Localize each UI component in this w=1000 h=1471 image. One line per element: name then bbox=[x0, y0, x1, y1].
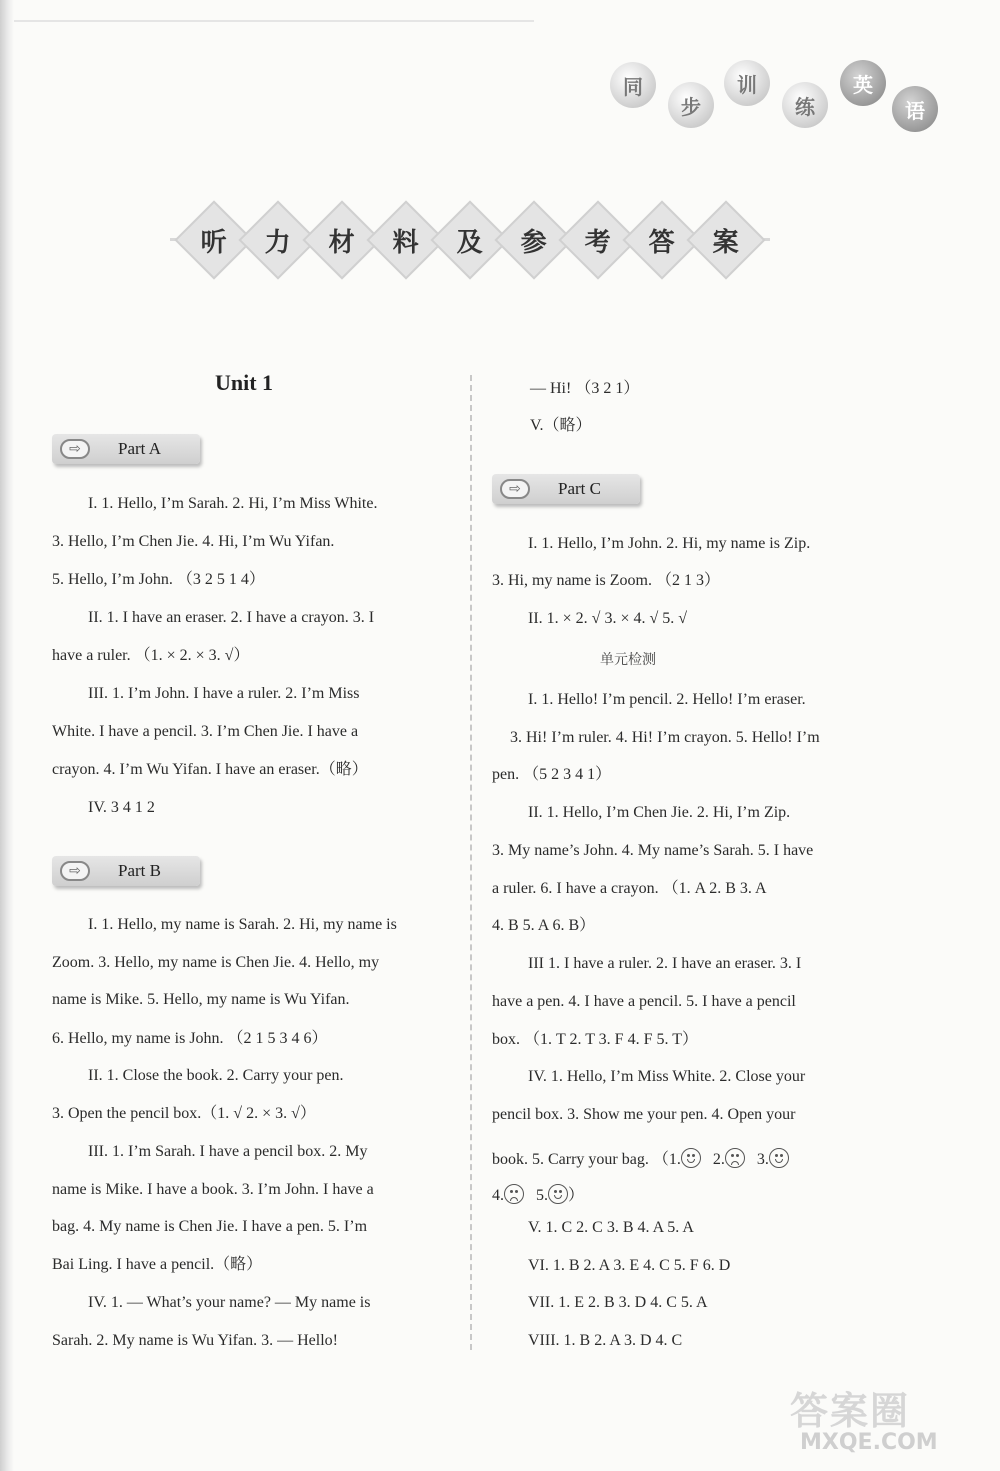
watermark-logo: 答案圈 bbox=[790, 1389, 911, 1433]
answer-line: III. 1. I’m Sarah. I have a pencil box. 2. My bbox=[88, 1143, 368, 1160]
answer-line: II. 1. Close the book. 2. Carry your pen. bbox=[88, 1067, 344, 1084]
watermark-url: MXQE.COM bbox=[800, 1430, 938, 1455]
answer-line: II. 1. I have an eraser. 2. I have a crayon. 3. I bbox=[88, 609, 375, 626]
series-char: 步 bbox=[668, 82, 714, 128]
series-char: 训 bbox=[724, 60, 770, 106]
banner-char: 参 bbox=[494, 200, 573, 279]
answer-line: I. 1. Hello, my name is Sarah. 2. Hi, my name is bbox=[88, 916, 397, 933]
sad-face-icon bbox=[725, 1148, 745, 1168]
answer-line: have a pen. 4. I have a pencil. 5. I have a pencil bbox=[492, 993, 796, 1010]
banner-char: 材 bbox=[302, 200, 381, 279]
sad-face-icon bbox=[504, 1184, 524, 1204]
answer-line: 3. My name’s John. 4. My name’s Sarah. 5. I have bbox=[492, 842, 814, 859]
happy-face-icon bbox=[548, 1184, 568, 1204]
series-char: 英 bbox=[840, 60, 886, 106]
answer-line: crayon. 4. I’m Wu Yifan. I have an eraser.（略） bbox=[52, 761, 368, 778]
banner-char: 及 bbox=[430, 200, 509, 279]
answer-line: 3. Hi, my name is Zoom. （2 1 3） bbox=[492, 572, 720, 589]
answer-line: 3. Open the pencil box.（1. √ 2. × 3. √） bbox=[52, 1105, 316, 1122]
answer-line: I. 1. Hello, I’m John. 2. Hi, my name is Zip. bbox=[528, 535, 811, 552]
answer-line: name is Mike. 5. Hello, my name is Wu Yifan. bbox=[52, 991, 350, 1008]
banner-char: 案 bbox=[686, 200, 765, 279]
answer-line: 6. Hello, my name is John. （2 1 5 3 4 6） bbox=[52, 1030, 328, 1047]
banner-char: 力 bbox=[238, 200, 317, 279]
answer-line: II. 1. Hello, I’m Chen Jie. 2. Hi, I’m Zip. bbox=[528, 804, 791, 821]
answer-line: pencil box. 3. Show me your pen. 4. Open your bbox=[492, 1106, 796, 1123]
answer-line: White. I have a pencil. 3. I’m Chen Jie. I have a bbox=[52, 723, 359, 740]
arrow-icon: ⇨ bbox=[500, 479, 530, 499]
answer-line: 5. Hello, I’m John. （3 2 5 1 4） bbox=[52, 571, 265, 588]
answer-line: II. 1. × 2. √ 3. × 4. √ 5. √ bbox=[528, 610, 688, 627]
answer-line: I. 1. Hello! I’m pencil. 2. Hello! I’m eraser. bbox=[528, 691, 806, 708]
answer-line: box. （1. T 2. T 3. F 4. F 5. T） bbox=[492, 1031, 698, 1048]
answer-line: name is Mike. I have a book. 3. I’m John. I have a bbox=[52, 1181, 374, 1198]
banner-char: 答 bbox=[622, 200, 701, 279]
section-banner bbox=[170, 205, 770, 275]
arrow-icon: ⇨ bbox=[60, 861, 90, 881]
part-a-label: ⇨ Part A bbox=[52, 434, 200, 464]
answer-line: VI. 1. B 2. A 3. E 4. C 5. F 6. D bbox=[528, 1257, 731, 1274]
answer-line: bag. 4. My name is Chen Jie. I have a pen. 5. I’m bbox=[52, 1218, 368, 1235]
unit-title: Unit 1 bbox=[215, 370, 274, 395]
arrow-icon: ⇨ bbox=[60, 439, 90, 459]
answer-line: Sarah. 2. My name is Wu Yifan. 3. — Hello! bbox=[52, 1332, 338, 1349]
answer-line: IV. 1. — What’s your name? — My name is bbox=[88, 1294, 371, 1311]
answer-line: IV. 1. Hello, I’m Miss White. 2. Close your bbox=[528, 1068, 806, 1085]
answer-line: 4. B 5. A 6. B） bbox=[492, 917, 596, 934]
answer-line: have a ruler. （1. × 2. × 3. √） bbox=[52, 647, 250, 664]
unit-test-heading: 单元检测 bbox=[600, 652, 656, 668]
page-edge bbox=[0, 0, 14, 1471]
answer-line: VIII. 1. B 2. A 3. D 4. C bbox=[528, 1332, 683, 1349]
part-b-label: ⇨ Part B bbox=[52, 856, 200, 886]
answer-line: VII. 1. E 2. B 3. D 4. C 5. A bbox=[528, 1294, 708, 1311]
answer-line: III 1. I have a ruler. 2. I have an eraser. 3. I bbox=[528, 955, 802, 972]
series-badge bbox=[600, 60, 980, 150]
answer-line: — Hi! （3 2 1） bbox=[530, 380, 640, 397]
series-char: 同 bbox=[610, 62, 656, 108]
answer-line: IV. 3 4 1 2 bbox=[88, 799, 155, 816]
answer-line: Zoom. 3. Hello, my name is Chen Jie. 4. Hello, my bbox=[52, 954, 380, 971]
answer-line: III. 1. I’m John. I have a ruler. 2. I’m Miss bbox=[88, 685, 360, 702]
banner-char: 考 bbox=[558, 200, 637, 279]
banner-char: 料 bbox=[366, 200, 445, 279]
answer-line: pen. （5 2 3 4 1） bbox=[492, 766, 612, 783]
happy-face-icon bbox=[769, 1148, 789, 1168]
part-c-label: ⇨ Part C bbox=[492, 474, 640, 504]
answer-line: V.（略） bbox=[530, 417, 592, 434]
answer-line: V. 1. C 2. C 3. B 4. A 5. A bbox=[528, 1219, 694, 1236]
series-char: 练 bbox=[782, 82, 828, 128]
answer-line-smileys: book. 5. Carry your bag. （1. 2. 3. bbox=[492, 1148, 789, 1170]
series-char: 语 bbox=[892, 86, 938, 132]
column-divider bbox=[470, 375, 472, 1350]
answer-line: 3. Hi! I’m ruler. 4. Hi! I’m crayon. 5. Hello! I’m bbox=[510, 729, 820, 746]
top-rule bbox=[14, 20, 534, 22]
answer-line: I. 1. Hello, I’m Sarah. 2. Hi, I’m Miss White. bbox=[88, 495, 378, 512]
answer-line: Bai Ling. I have a pencil.（略） bbox=[52, 1256, 263, 1273]
banner-char: 听 bbox=[174, 200, 253, 279]
happy-face-icon bbox=[681, 1148, 701, 1168]
answer-line-smileys: 4. 5. ） bbox=[492, 1184, 584, 1206]
answer-line: 3. Hello, I’m Chen Jie. 4. Hi, I’m Wu Yifan. bbox=[52, 533, 335, 550]
answer-line: a ruler. 6. I have a crayon. （1. A 2. B 3. A bbox=[492, 880, 767, 897]
